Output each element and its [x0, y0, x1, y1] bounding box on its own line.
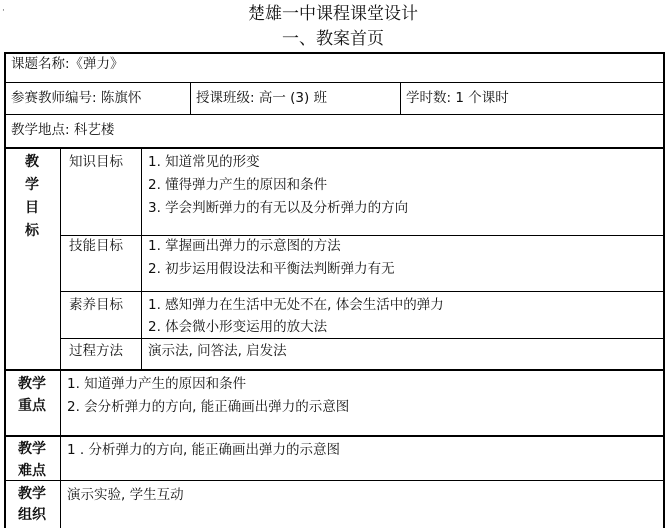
- knowledge-item: 2. 懂得弹力产生的原因和条件: [148, 177, 328, 193]
- knowledge-objective-label: 知识目标: [69, 154, 123, 170]
- objectives-label: 教 学 目 标: [25, 154, 39, 239]
- difficulties-label: 教学 难点: [18, 441, 46, 479]
- class-hours: 学时数: 1 个课时: [406, 90, 509, 106]
- process-method-label: 过程方法: [69, 343, 123, 359]
- teacher-id: 参赛教师编号: 陈旗怀: [11, 90, 142, 106]
- literacy-item: 1. 感知弹力在生活中无处不在, 体会生活中的弹力: [148, 297, 444, 313]
- skill-objective-label: 技能目标: [69, 238, 123, 254]
- knowledge-item: 3. 学会判断弹力的有无以及分析弹力的方向: [148, 200, 409, 216]
- literacy-item: 2. 体会微小形变运用的放大法: [148, 319, 328, 335]
- skill-item: 1. 掌握画出弹力的示意图的方法: [148, 238, 341, 254]
- organization-text: 演示实验, 学生互动: [67, 487, 184, 503]
- teaching-location: 教学地点: 科艺楼: [11, 122, 115, 138]
- key-point-item: 1. 知道弹力产生的原因和条件: [67, 376, 247, 392]
- skill-item: 2. 初步运用假设法和平衡法判断弹力有无: [148, 261, 395, 277]
- literacy-objective-label: 素养目标: [69, 297, 123, 313]
- difficulty-item: 1 . 分析弹力的方向, 能正确画出弹力的示意图: [67, 442, 341, 458]
- process-method-text: 演示法, 问答法, 启发法: [148, 343, 287, 359]
- class-name: 授课班级: 高一 (3) 班: [196, 90, 328, 106]
- key-point-item: 2. 会分析弹力的方向, 能正确画出弹力的示意图: [67, 399, 350, 415]
- organization-label: 教学 组织: [18, 486, 46, 523]
- section-title: 一、教案首页: [282, 29, 384, 49]
- knowledge-item: 1. 知道常见的形变: [148, 154, 260, 170]
- key-points-label: 教学 重点: [18, 376, 46, 414]
- corner-mark: ·: [2, 6, 5, 16]
- document-title: 楚雄一中课程课堂设计: [248, 4, 418, 24]
- topic-name: 课题名称:《弹力》: [11, 56, 124, 72]
